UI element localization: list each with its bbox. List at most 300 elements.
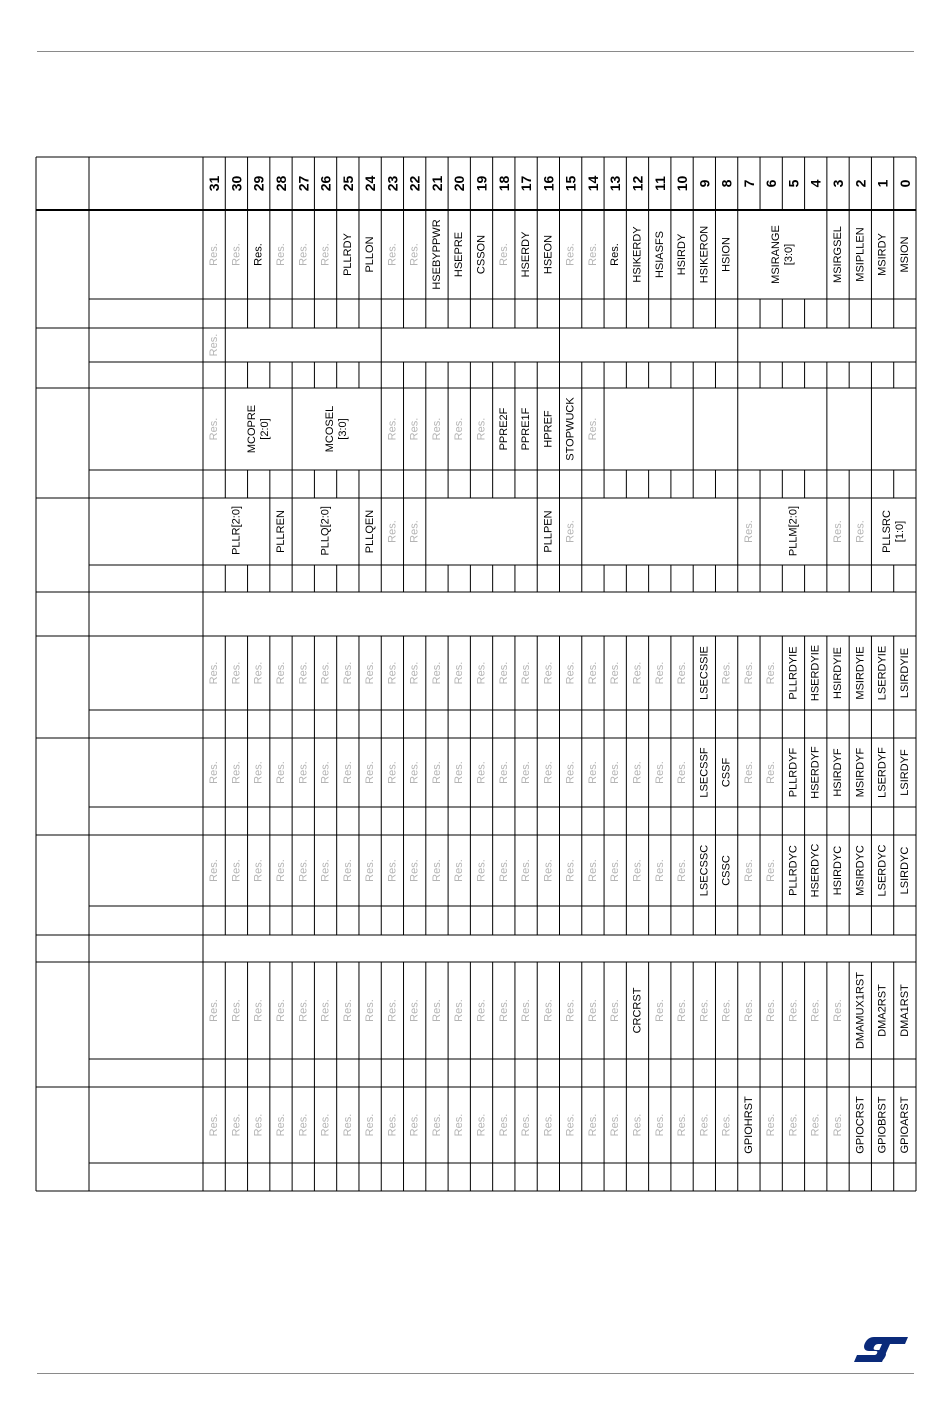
reserved-bit-label (832, 520, 844, 543)
svg-text:Res.: Res. (586, 859, 599, 882)
register-field-label (810, 746, 822, 799)
svg-text:Res.: Res. (497, 661, 510, 685)
reserved-bit-label (297, 761, 309, 784)
register-field-label (721, 237, 733, 272)
reserved-bit-label (431, 999, 443, 1022)
svg-text:LSECSSC: LSECSSC (698, 844, 711, 897)
svg-text:PLLM[2:0]: PLLM[2:0] (787, 506, 800, 557)
svg-text:Res.: Res. (319, 1113, 332, 1137)
svg-text:PLLR[2:0]: PLLR[2:0] (230, 506, 243, 555)
register-field-label (342, 232, 354, 275)
svg-text:Res.: Res. (475, 1113, 488, 1137)
bit-number: 4 (807, 179, 824, 188)
svg-text:Res.: Res. (341, 661, 354, 685)
bit-number: 20 (451, 175, 468, 192)
svg-text:Res.: Res. (520, 859, 533, 882)
register-field-label (676, 233, 688, 275)
svg-text:Res.: Res. (341, 999, 354, 1022)
reserved-bit-label (208, 243, 220, 266)
reserved-bit-label (587, 243, 599, 266)
svg-text:Res.: Res. (765, 1113, 778, 1137)
register-field-label (698, 226, 710, 284)
svg-text:Res.: Res. (586, 417, 599, 441)
svg-text:HSIRDYIE: HSIRDYIE (832, 647, 845, 699)
reserved-bit-label (810, 999, 822, 1022)
reserved-bit-label (476, 859, 488, 882)
svg-text:HSEPRE: HSEPRE (453, 231, 466, 278)
bit-number: 14 (584, 175, 601, 192)
bit-number: 5 (785, 179, 802, 188)
bit-number: 3 (830, 179, 847, 188)
reserved-bit-label (297, 999, 309, 1022)
bit-number: 27 (295, 175, 312, 192)
reserved-bit-label (698, 999, 710, 1022)
svg-text:Res.: Res. (720, 661, 733, 685)
bit-number: 11 (651, 176, 668, 191)
register-field-label (787, 646, 799, 699)
register-field-label (698, 646, 710, 700)
reserved-bit-label (364, 761, 376, 784)
reserved-bit-label (520, 999, 532, 1022)
svg-text:Res.: Res. (252, 999, 265, 1022)
bit-number: 0 (896, 179, 913, 188)
svg-text:Res.: Res. (453, 999, 466, 1022)
reserved-bit-label (230, 859, 242, 882)
svg-text:Res.: Res. (742, 661, 755, 685)
bit-number: 12 (629, 175, 646, 192)
svg-text:Res.: Res. (252, 1113, 265, 1137)
reserved-bit-label (342, 761, 354, 784)
svg-text:GPIOBRST: GPIOBRST (876, 1096, 889, 1154)
svg-text:MSIRDY: MSIRDY (876, 233, 889, 276)
svg-text:HSIRDY: HSIRDY (676, 233, 689, 276)
svg-text:MSION: MSION (898, 236, 911, 273)
register-field-label (631, 226, 643, 283)
bit-number: 30 (228, 175, 245, 192)
reserved-bit-label (386, 662, 398, 685)
reserved-bit-label (275, 662, 287, 685)
svg-text:Res.: Res. (319, 661, 332, 685)
svg-text:Res.: Res. (609, 761, 622, 784)
svg-text:HSERDYIE: HSERDYIE (809, 644, 822, 702)
reserved-bit-label (275, 761, 287, 784)
reserved-bit-label (230, 243, 242, 266)
svg-text:LSIRDYIE: LSIRDYIE (898, 647, 911, 699)
svg-text:HSIKERON: HSIKERON (698, 225, 711, 284)
register-field-label (476, 235, 488, 274)
svg-text:Res.: Res. (297, 859, 310, 882)
svg-text:Res.: Res. (564, 661, 577, 685)
svg-text:Res.: Res. (631, 859, 644, 882)
reserved-bit-label (832, 1114, 844, 1137)
reserved-bit-label (476, 662, 488, 685)
register-field-label (364, 236, 376, 272)
bit-number: 31 (206, 175, 223, 192)
reserved-bit-label (253, 1114, 265, 1137)
reserved-bit-label (453, 662, 465, 685)
reserved-bit-label (409, 662, 421, 685)
svg-text:Res.: Res. (408, 1113, 421, 1137)
register-field-label (654, 231, 666, 278)
reserved-bit-label (409, 999, 421, 1022)
reserved-bit-label (409, 761, 421, 784)
svg-text:Res.: Res. (252, 243, 265, 266)
svg-text:Res.: Res. (341, 761, 354, 784)
register-field-label (721, 855, 733, 886)
svg-text:Res.: Res. (586, 761, 599, 784)
svg-text:Res.: Res. (542, 999, 555, 1022)
reserved-bit-label (698, 1114, 710, 1137)
svg-text:Res.: Res. (520, 999, 533, 1022)
svg-text:Res.: Res. (676, 859, 689, 882)
reserved-bit-label (275, 243, 287, 266)
svg-text:Res.: Res. (609, 859, 622, 882)
reserved-bit-label (542, 761, 554, 784)
register-field-label (854, 227, 866, 281)
reserved-bit-label (520, 1114, 532, 1137)
reserved-bit-label (320, 1114, 332, 1137)
reserved-bit-label (386, 859, 398, 882)
reserved-bit-label (631, 662, 643, 685)
reserved-bit-label (721, 999, 733, 1022)
svg-text:Res.: Res. (230, 1113, 243, 1137)
register-field-label (810, 645, 822, 701)
reserved-bit-label (565, 999, 577, 1022)
reserved-bit-label (320, 859, 332, 882)
reserved-bit-label (230, 662, 242, 685)
reserved-bit-label (253, 662, 265, 685)
reserved-bit-label (609, 761, 621, 784)
svg-text:MSIRDYC: MSIRDYC (854, 845, 867, 896)
svg-text:Res.: Res. (386, 661, 399, 685)
reserved-bit-label (320, 243, 332, 266)
reserved-bit-label (765, 859, 777, 882)
bit-number: 29 (250, 175, 267, 192)
register-field-label (565, 397, 577, 461)
reserved-bit-label (832, 999, 844, 1022)
register-field-label (854, 747, 866, 797)
register-field-label (542, 510, 554, 552)
svg-text:Res.: Res. (720, 1113, 733, 1137)
reserved-bit-label (587, 662, 599, 685)
svg-text:Res.: Res. (475, 761, 488, 784)
reserved-bit-label (386, 1114, 398, 1137)
register-field-label (832, 748, 844, 797)
register-field-label (877, 747, 889, 798)
svg-text:Res.: Res. (364, 1113, 377, 1137)
svg-text:HSERDYC: HSERDYC (809, 843, 822, 898)
svg-text:Res.: Res. (653, 999, 666, 1022)
svg-text:Res.: Res. (430, 999, 443, 1022)
svg-text:Res.: Res. (564, 761, 577, 784)
register-field-label (899, 847, 911, 895)
reserved-bit-label (297, 859, 309, 882)
svg-text:Res.: Res. (631, 761, 644, 784)
reserved-bit-label (253, 761, 265, 784)
reserved-bit-label (320, 999, 332, 1022)
reserved-bit-label (676, 761, 688, 784)
bit-number: 21 (428, 175, 445, 192)
reserved-bit-label (676, 662, 688, 685)
register-field-label (832, 647, 844, 699)
reserved-bit-label (431, 859, 443, 882)
svg-text:Res.: Res. (319, 761, 332, 784)
register-field-label (787, 845, 799, 896)
register-field-label (230, 506, 242, 555)
svg-text:Res.: Res. (364, 661, 377, 685)
reserved-bit-label (364, 662, 376, 685)
register-field-label (877, 646, 889, 700)
reserved-bit-label (810, 1114, 822, 1137)
reserved-bit-label (409, 520, 421, 543)
reserved-bit-label (431, 761, 443, 784)
svg-text:Res.: Res. (386, 520, 399, 543)
svg-text:Res.: Res. (208, 661, 221, 685)
reserved-bit-label (453, 418, 465, 441)
register-field-label (609, 243, 621, 266)
svg-text:Res.: Res. (542, 859, 555, 882)
svg-text:Res.: Res. (386, 999, 399, 1022)
reserved-bit-label (565, 520, 577, 543)
reserved-bit-label (765, 1114, 777, 1137)
svg-text:Res.: Res. (497, 1113, 510, 1137)
svg-text:PLLPEN: PLLPEN (542, 510, 555, 553)
svg-text:Res.: Res. (230, 661, 243, 685)
svg-text:Res.: Res. (564, 243, 577, 266)
svg-text:Res.: Res. (208, 333, 221, 357)
register-field-label (877, 1096, 889, 1153)
svg-text:HSERDY: HSERDY (520, 231, 533, 278)
svg-text:Res.: Res. (230, 859, 243, 882)
svg-text:Res.: Res. (274, 243, 287, 266)
reserved-bit-label (208, 761, 220, 784)
reserved-bit-label (297, 1114, 309, 1137)
svg-text:Res.: Res. (208, 999, 221, 1022)
svg-text:Res.: Res. (609, 661, 622, 685)
reserved-bit-label (520, 859, 532, 882)
reserved-bit-label (565, 1114, 577, 1137)
svg-text:Res.: Res. (765, 859, 778, 882)
svg-text:Res.: Res. (564, 859, 577, 882)
svg-text:Res.: Res. (475, 661, 488, 685)
svg-text:PLLQ[2:0]: PLLQ[2:0] (319, 506, 332, 556)
svg-text:CRCRST: CRCRST (631, 987, 644, 1034)
svg-text:PPRE1F: PPRE1F (520, 407, 533, 451)
svg-text:Res.: Res. (742, 999, 755, 1022)
reserved-bit-label (431, 1114, 443, 1137)
reserved-bit-label (453, 999, 465, 1022)
reserved-bit-label (520, 662, 532, 685)
reserved-bit-label (409, 1114, 421, 1137)
reserved-bit-label (587, 761, 599, 784)
register-field-label (364, 510, 376, 553)
reserved-bit-label (386, 999, 398, 1022)
svg-text:Res.: Res. (809, 1113, 822, 1137)
reserved-bit-label (230, 761, 242, 784)
bit-number: 2 (852, 179, 869, 188)
svg-text:Res.: Res. (564, 999, 577, 1022)
svg-text:Res.: Res. (520, 661, 533, 685)
reserved-bit-label (342, 859, 354, 882)
reserved-bit-label (342, 1114, 354, 1137)
register-field-label (498, 407, 510, 450)
svg-text:Res.: Res. (274, 999, 287, 1022)
svg-text:Res.: Res. (386, 859, 399, 882)
svg-text:Res.: Res. (453, 1113, 466, 1137)
reserved-bit-label (721, 662, 733, 685)
svg-text:Res.: Res. (208, 417, 221, 441)
svg-text:Res.: Res. (698, 1113, 711, 1137)
register-field-label (770, 225, 795, 284)
svg-text:Res.: Res. (430, 661, 443, 685)
svg-text:Res.: Res. (208, 859, 221, 882)
reserved-bit-label (565, 859, 577, 882)
svg-text:Res.: Res. (520, 761, 533, 784)
register-field-label (787, 506, 799, 556)
svg-text:Res.: Res. (586, 243, 599, 266)
register-field-label (877, 232, 889, 275)
svg-text:LSERDYIE: LSERDYIE (876, 645, 889, 701)
svg-text:Res.: Res. (408, 243, 421, 266)
svg-text:[3:0]: [3:0] (337, 418, 350, 440)
svg-text:Res.: Res. (832, 999, 845, 1022)
svg-text:Res.: Res. (832, 520, 845, 543)
svg-text:GPIOARST: GPIOARST (898, 1096, 911, 1154)
svg-text:Res.: Res. (386, 417, 399, 441)
svg-text:Res.: Res. (520, 1113, 533, 1137)
svg-text:Res.: Res. (208, 1113, 221, 1137)
svg-text:Res.: Res. (208, 761, 221, 784)
reserved-bit-label (654, 662, 666, 685)
register-field-label (246, 405, 271, 453)
reserved-bit-label (297, 662, 309, 685)
svg-text:Res.: Res. (408, 520, 421, 543)
register-field-label (453, 232, 465, 277)
svg-text:Res.: Res. (497, 999, 510, 1022)
reserved-bit-label (386, 243, 398, 266)
register-field-label (787, 747, 799, 797)
register-field-label (721, 758, 733, 788)
reserved-bit-label (721, 1114, 733, 1137)
svg-text:HSIRDYC: HSIRDYC (832, 845, 845, 896)
svg-text:Res.: Res. (653, 661, 666, 685)
reserved-bit-label (364, 859, 376, 882)
svg-text:PLLON: PLLON (364, 236, 377, 273)
svg-text:Res.: Res. (765, 999, 778, 1022)
svg-text:Res.: Res. (319, 999, 332, 1022)
reserved-bit-label (854, 520, 866, 543)
svg-text:Res.: Res. (720, 999, 733, 1022)
svg-text:MSIPLLEN: MSIPLLEN (854, 227, 867, 282)
svg-text:Res.: Res. (854, 520, 867, 543)
reserved-bit-label (520, 761, 532, 784)
svg-text:Res.: Res. (676, 661, 689, 685)
reserved-bit-label (409, 243, 421, 266)
register-field-label (431, 219, 443, 289)
svg-text:Res.: Res. (364, 999, 377, 1022)
svg-text:Res.: Res. (230, 761, 243, 784)
svg-text:Res.: Res. (274, 1113, 287, 1137)
reserved-bit-label (498, 859, 510, 882)
svg-text:MSIRGSEL: MSIRGSEL (832, 226, 845, 283)
svg-text:Res.: Res. (364, 761, 377, 784)
reserved-bit-label (476, 418, 488, 441)
svg-text:Res.: Res. (364, 859, 377, 882)
reserved-bit-label (587, 859, 599, 882)
reserved-bit-label (654, 761, 666, 784)
reserved-bit-label (542, 662, 554, 685)
svg-text:[3:0]: [3:0] (782, 243, 795, 266)
svg-text:Res.: Res. (274, 761, 287, 784)
svg-text:GPIOCRST: GPIOCRST (854, 1096, 867, 1154)
reserved-bit-label (253, 859, 265, 882)
svg-text:Res.: Res. (631, 1113, 644, 1137)
reserved-bit-label (587, 418, 599, 441)
svg-text:Res.: Res. (230, 999, 243, 1022)
reserved-bit-label (320, 662, 332, 685)
svg-text:DMAMUX1RST: DMAMUX1RST (854, 971, 867, 1050)
register-field-label (899, 1096, 911, 1153)
reserved-bit-label (765, 999, 777, 1022)
svg-text:LSERDYC: LSERDYC (876, 844, 889, 897)
register-field-label (253, 243, 265, 266)
register-field-label (520, 407, 532, 450)
svg-text:HSIKERDY: HSIKERDY (631, 226, 644, 283)
reserved-bit-label (765, 761, 777, 784)
bit-number: 9 (696, 179, 713, 188)
reserved-bit-label (208, 418, 220, 441)
svg-text:Res.: Res. (475, 859, 488, 882)
svg-text:Res.: Res. (653, 1113, 666, 1137)
register-field-label (899, 236, 911, 272)
bit-number: 28 (272, 175, 289, 192)
svg-text:PLLRDY: PLLRDY (341, 233, 354, 276)
reserved-bit-label (208, 1114, 220, 1137)
svg-text:Res.: Res. (676, 761, 689, 784)
svg-text:Res.: Res. (319, 243, 332, 266)
svg-text:HSIASFS: HSIASFS (653, 230, 666, 279)
svg-text:HSEON: HSEON (542, 234, 555, 275)
st-logo-icon (852, 1335, 910, 1363)
reserved-bit-label (743, 761, 755, 784)
svg-text:Res.: Res. (832, 1113, 845, 1137)
register-field-label (320, 506, 332, 556)
svg-text:Res.: Res. (564, 1113, 577, 1137)
svg-text:Res.: Res. (453, 761, 466, 784)
reserved-bit-label (498, 243, 510, 266)
svg-text:HSIRDYF: HSIRDYF (832, 748, 845, 797)
svg-text:Res.: Res. (453, 661, 466, 685)
svg-text:Res.: Res. (653, 761, 666, 784)
register-field-label (899, 648, 911, 698)
svg-text:Res.: Res. (208, 243, 221, 266)
register-field-label (542, 410, 554, 448)
svg-text:CSSF: CSSF (720, 757, 733, 788)
register-field-label (854, 845, 866, 896)
reserved-bit-label (476, 761, 488, 784)
reserved-bit-label (587, 999, 599, 1022)
reserved-bit-label (230, 1114, 242, 1137)
bit-number: 10 (674, 175, 691, 192)
svg-text:Res.: Res. (765, 661, 778, 685)
svg-text:Res.: Res. (653, 859, 666, 882)
svg-text:Res.: Res. (676, 1113, 689, 1137)
bit-number: 23 (384, 175, 401, 192)
svg-text:Res.: Res. (787, 1113, 800, 1137)
svg-text:HPREF: HPREF (542, 410, 555, 448)
register-field-label (854, 1096, 866, 1154)
register-field-label (324, 406, 349, 452)
